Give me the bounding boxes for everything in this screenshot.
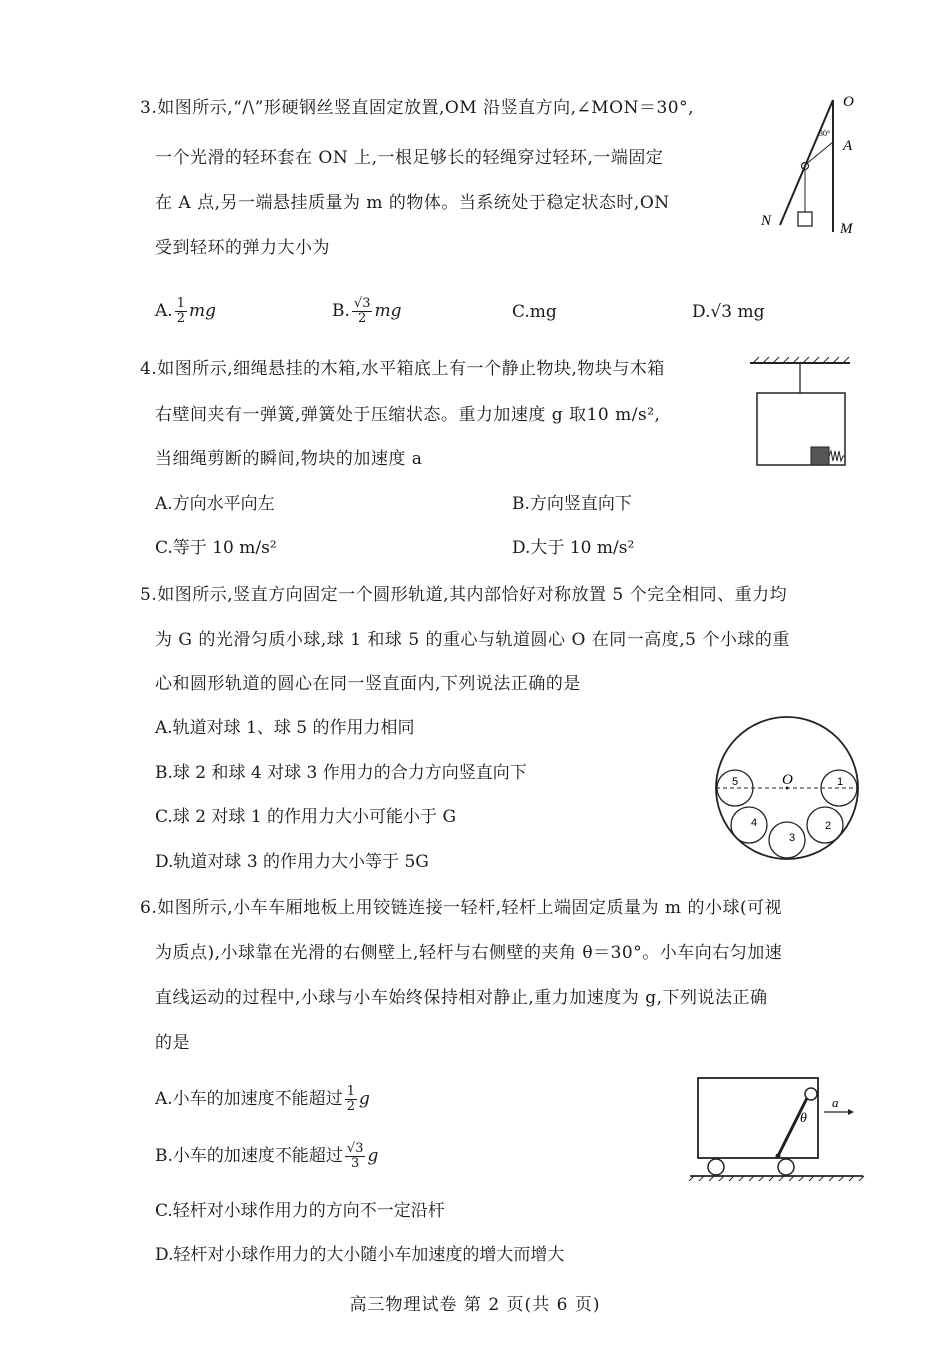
q6-option-d: D.轻杆对小球作用力的大小随小车加速度的增大而增大 — [155, 1245, 565, 1265]
q5-line-2: 为 G 的光滑匀质小球,球 1 和球 5 的重心与轨道圆心 O 在同一高度,5 个小球的重 — [155, 630, 790, 650]
ball-3 — [769, 822, 805, 858]
label-ball-5: 5 — [732, 776, 739, 788]
q6-figure — [688, 1072, 868, 1182]
block — [811, 447, 829, 465]
theta-label: θ — [800, 1111, 807, 1126]
label-ball-1: 1 — [837, 776, 844, 788]
label-ball-3: 3 — [789, 832, 796, 844]
q3-line-2: 一个光滑的轻环套在 ON 上,一根足够长的轻绳穿过轻环,一端固定 — [155, 148, 664, 168]
q5-option-c: C.球 2 对球 1 的作用力大小可能小于 G — [155, 807, 457, 827]
label-ball-4: 4 — [751, 817, 758, 829]
label-m: M — [840, 221, 853, 237]
q3-line-3: 在 A 点,另一端悬挂质量为 m 的物体。当系统处于稳定状态时,ON — [155, 193, 670, 213]
rope-segment — [805, 142, 833, 165]
q5-figure — [712, 708, 862, 858]
q3-option-d: D.√3 mg — [692, 302, 765, 322]
q6-line-3: 直线运动的过程中,小球与小车始终保持相对静止,重力加速度为 g,下列说法正确 — [155, 988, 768, 1008]
q5-option-d: D.轨道对球 3 的作用力大小等于 5G — [155, 852, 429, 872]
fraction: $\frac{√3}{2}$ — [353, 296, 371, 326]
q3-figure — [755, 90, 865, 240]
q4-figure — [745, 355, 855, 470]
angle-label: 30° — [819, 129, 831, 138]
fraction: $\frac{1}{2}$ — [346, 1084, 355, 1114]
q6-option-a: A.小车的加速度不能超过 $\frac{1}{2}$ g — [155, 1084, 370, 1114]
page-footer: 高三物理试卷 第 2 页(共 6 页) — [349, 1295, 601, 1315]
q3-option-a: A. $\frac{1}{2}$ mg — [155, 296, 216, 326]
q6-option-c: C.轻杆对小球作用力的方向不一定沿杆 — [155, 1201, 445, 1221]
ball-4 — [731, 807, 767, 843]
q6-line-1: 6.如图所示,小车车厢地板上用铰链连接一轻杆,轻杆上端固定质量为 m 的小球(可视 — [140, 898, 783, 918]
q5-option-a: A.轨道对球 1、球 5 的作用力相同 — [155, 718, 415, 738]
q5-line-1: 5.如图所示,竖直方向固定一个圆形轨道,其内部恰好对称放置 5 个完全相同、重力均 — [140, 585, 788, 605]
fraction: $\frac{1}{2}$ — [176, 296, 185, 326]
q5-line-3: 心和圆形轨道的圆心在同一竖直面内,下列说法正确的是 — [155, 674, 581, 694]
q4-option-b: B.方向竖直向下 — [512, 494, 632, 514]
q4-option-d: D.大于 10 m/s² — [512, 538, 635, 558]
wheel-left — [708, 1159, 724, 1175]
hinge — [776, 1154, 781, 1159]
label-a: A — [843, 138, 853, 154]
q4-line-2: 右壁间夹有一弹簧,弹簧处于压缩状态。重力加速度 g 取10 m/s², — [155, 405, 661, 425]
label-ball-2: 2 — [825, 820, 832, 832]
label-o: O — [843, 94, 854, 110]
mass-block — [798, 212, 812, 226]
q6-option-b: B.小车的加速度不能超过 $\frac{√3}{3}$ g — [155, 1141, 379, 1171]
q4-line-3: 当细绳剪断的瞬间,物块的加速度 a — [155, 449, 423, 469]
q4-option-c: C.等于 10 m/s² — [155, 538, 277, 558]
q3-line-1: 3.如图所示,“/\”形硬钢丝竖直固定放置,OM 沿竖直方向,∠MON＝30°, — [140, 98, 695, 118]
label-o: O — [782, 772, 793, 788]
light-rod — [778, 1096, 808, 1156]
q6-line-4: 的是 — [155, 1033, 190, 1053]
q3-option-b: B. $\frac{√3}{2}$ mg — [332, 296, 402, 326]
q3-option-c: C.mg — [512, 302, 557, 322]
label-a: a — [832, 1095, 839, 1110]
arrow-head — [848, 1109, 854, 1115]
small-ball — [805, 1088, 817, 1100]
fraction: $\frac{√3}{3}$ — [346, 1141, 364, 1171]
label-n: N — [761, 213, 772, 229]
q5-option-b: B.球 2 和球 4 对球 3 作用力的合力方向竖直向下 — [155, 763, 527, 783]
wheel-right — [778, 1159, 794, 1175]
q4-option-a: A.方向水平向左 — [155, 494, 275, 514]
q3-line-4: 受到轻环的弹力大小为 — [155, 238, 330, 258]
q4-line-1: 4.如图所示,细绳悬挂的木箱,水平箱底上有一个静止物块,物块与木箱 — [140, 359, 665, 379]
q6-line-2: 为质点),小球靠在光滑的右侧壁上,轻杆与右侧壁的夹角 θ＝30°。小车向右匀加速 — [155, 943, 783, 963]
spring — [829, 451, 845, 461]
